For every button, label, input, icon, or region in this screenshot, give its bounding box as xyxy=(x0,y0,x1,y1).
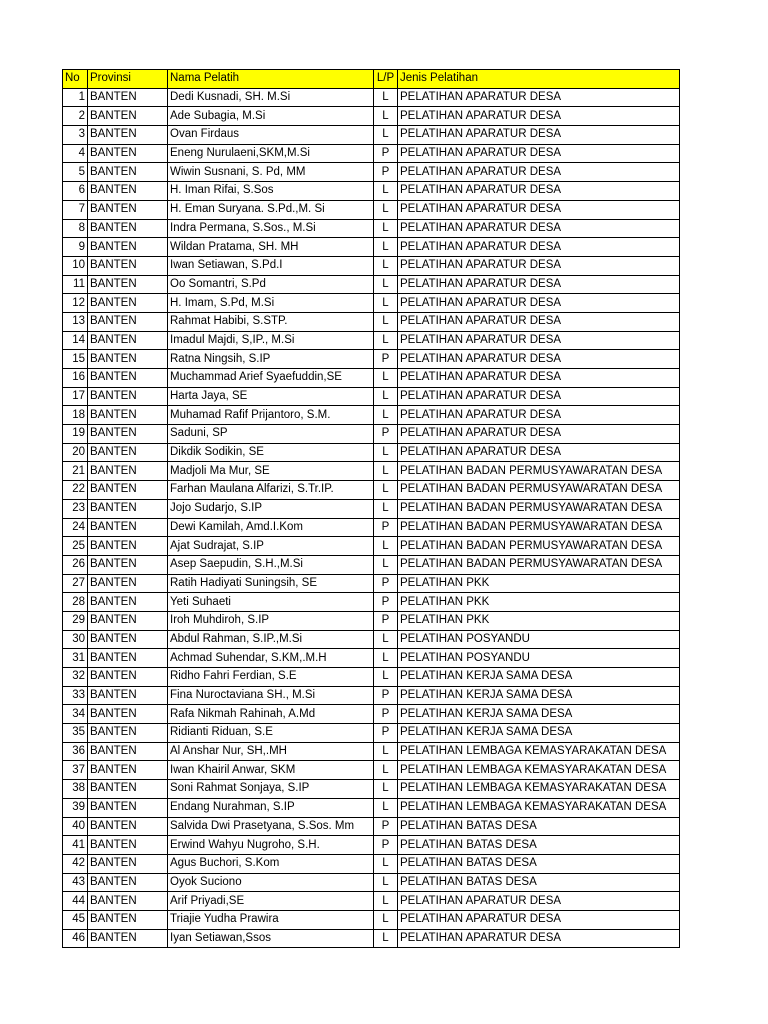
table-row xyxy=(63,686,680,705)
table-row xyxy=(63,144,680,163)
cell-provinsi: BANTEN xyxy=(88,705,168,724)
cell-provinsi: BANTEN xyxy=(88,350,168,369)
cell-jenis-pelatihan: PELATIHAN APARATUR DESA xyxy=(398,126,680,145)
cell-lp: L xyxy=(374,200,398,219)
cell-nama-pelatih: Muhamad Rafif Prijantoro, S.M. xyxy=(168,406,374,425)
cell-nama-pelatih: Eneng Nurulaeni,SKM,M.Si xyxy=(168,144,374,163)
cell-no: 18 xyxy=(63,406,88,425)
cell-no: 25 xyxy=(63,537,88,556)
table-row xyxy=(63,387,680,406)
cell-no: 15 xyxy=(63,350,88,369)
cell-lp: P xyxy=(374,518,398,537)
cell-jenis-pelatihan: PELATIHAN BADAN PERMUSYAWARATAN DESA xyxy=(398,518,680,537)
cell-lp: L xyxy=(374,892,398,911)
cell-no: 33 xyxy=(63,686,88,705)
cell-lp: P xyxy=(374,611,398,630)
cell-lp: L xyxy=(374,873,398,892)
cell-nama-pelatih: Ade Subagia, M.Si xyxy=(168,107,374,126)
cell-no: 40 xyxy=(63,817,88,836)
cell-lp: L xyxy=(374,126,398,145)
cell-provinsi: BANTEN xyxy=(88,331,168,350)
cell-jenis-pelatihan: PELATIHAN APARATUR DESA xyxy=(398,200,680,219)
table-row xyxy=(63,761,680,780)
cell-nama-pelatih: Rahmat Habibi, S.STP. xyxy=(168,312,374,331)
cell-no: 4 xyxy=(63,144,88,163)
cell-lp: L xyxy=(374,182,398,201)
table-row xyxy=(63,275,680,294)
table-row xyxy=(63,668,680,687)
cell-jenis-pelatihan: PELATIHAN KERJA SAMA DESA xyxy=(398,705,680,724)
cell-jenis-pelatihan: PELATIHAN BADAN PERMUSYAWARATAN DESA xyxy=(398,555,680,574)
cell-nama-pelatih: Endang Nurahman, S.IP xyxy=(168,798,374,817)
cell-provinsi: BANTEN xyxy=(88,686,168,705)
cell-nama-pelatih: Dewi Kamilah, Amd.I.Kom xyxy=(168,518,374,537)
cell-jenis-pelatihan: PELATIHAN APARATUR DESA xyxy=(398,350,680,369)
table-row xyxy=(63,312,680,331)
cell-nama-pelatih: Asep Saepudin, S.H.,M.Si xyxy=(168,555,374,574)
cell-no: 17 xyxy=(63,387,88,406)
cell-lp: L xyxy=(374,294,398,313)
cell-nama-pelatih: Yeti Suhaeti xyxy=(168,593,374,612)
cell-jenis-pelatihan: PELATIHAN APARATUR DESA xyxy=(398,443,680,462)
cell-nama-pelatih: Achmad Suhendar, S.KM,.M.H xyxy=(168,649,374,668)
cell-provinsi: BANTEN xyxy=(88,126,168,145)
table-row xyxy=(63,798,680,817)
cell-lp: P xyxy=(374,144,398,163)
cell-jenis-pelatihan: PELATIHAN APARATUR DESA xyxy=(398,256,680,275)
table-row xyxy=(63,256,680,275)
cell-nama-pelatih: Abdul Rahman, S.IP.,M.Si xyxy=(168,630,374,649)
cell-nama-pelatih: Ridianti Riduan, S.E xyxy=(168,724,374,743)
cell-no: 46 xyxy=(63,929,88,948)
cell-jenis-pelatihan: PELATIHAN PKK xyxy=(398,611,680,630)
table-row xyxy=(63,369,680,388)
cell-provinsi: BANTEN xyxy=(88,518,168,537)
cell-nama-pelatih: Madjoli Ma Mur, SE xyxy=(168,462,374,481)
cell-no: 6 xyxy=(63,182,88,201)
cell-jenis-pelatihan: PELATIHAN LEMBAGA KEMASYARAKATAN DESA xyxy=(398,780,680,799)
table-row xyxy=(63,742,680,761)
cell-lp: L xyxy=(374,312,398,331)
table-row xyxy=(63,350,680,369)
cell-nama-pelatih: Indra Permana, S.Sos., M.Si xyxy=(168,219,374,238)
table-row xyxy=(63,331,680,350)
cell-provinsi: BANTEN xyxy=(88,163,168,182)
table-row xyxy=(63,910,680,929)
cell-provinsi: BANTEN xyxy=(88,406,168,425)
cell-no: 7 xyxy=(63,200,88,219)
cell-provinsi: BANTEN xyxy=(88,742,168,761)
cell-no: 39 xyxy=(63,798,88,817)
table-row xyxy=(63,462,680,481)
table-row xyxy=(63,724,680,743)
cell-lp: P xyxy=(374,350,398,369)
cell-jenis-pelatihan: PELATIHAN PKK xyxy=(398,593,680,612)
table-row xyxy=(63,873,680,892)
table-row xyxy=(63,406,680,425)
cell-lp: L xyxy=(374,275,398,294)
cell-no: 8 xyxy=(63,219,88,238)
table-row xyxy=(63,817,680,836)
cell-nama-pelatih: Rafa Nikmah Rahinah, A.Md xyxy=(168,705,374,724)
cell-jenis-pelatihan: PELATIHAN APARATUR DESA xyxy=(398,294,680,313)
cell-no: 22 xyxy=(63,481,88,500)
table-body xyxy=(63,88,680,948)
cell-nama-pelatih: Iyan Setiawan,Ssos xyxy=(168,929,374,948)
cell-no: 37 xyxy=(63,761,88,780)
cell-nama-pelatih: Al Anshar Nur, SH,.MH xyxy=(168,742,374,761)
cell-provinsi: BANTEN xyxy=(88,425,168,444)
cell-lp: L xyxy=(374,742,398,761)
cell-nama-pelatih: Wildan Pratama, SH. MH xyxy=(168,238,374,257)
cell-jenis-pelatihan: PELATIHAN KERJA SAMA DESA xyxy=(398,686,680,705)
cell-lp: P xyxy=(374,425,398,444)
cell-no: 34 xyxy=(63,705,88,724)
cell-provinsi: BANTEN xyxy=(88,200,168,219)
header-row xyxy=(63,70,680,89)
cell-jenis-pelatihan: PELATIHAN BATAS DESA xyxy=(398,836,680,855)
cell-nama-pelatih: Jojo Sudarjo, S.IP xyxy=(168,499,374,518)
cell-provinsi: BANTEN xyxy=(88,312,168,331)
cell-nama-pelatih: Salvida Dwi Prasetyana, S.Sos. Mm xyxy=(168,817,374,836)
cell-no: 32 xyxy=(63,668,88,687)
cell-jenis-pelatihan: PELATIHAN APARATUR DESA xyxy=(398,88,680,107)
cell-provinsi: BANTEN xyxy=(88,182,168,201)
cell-provinsi: BANTEN xyxy=(88,649,168,668)
cell-provinsi: BANTEN xyxy=(88,88,168,107)
cell-jenis-pelatihan: PELATIHAN PKK xyxy=(398,574,680,593)
cell-jenis-pelatihan: PELATIHAN BADAN PERMUSYAWARATAN DESA xyxy=(398,462,680,481)
cell-nama-pelatih: Iwan Khairil Anwar, SKM xyxy=(168,761,374,780)
cell-jenis-pelatihan: PELATIHAN APARATUR DESA xyxy=(398,387,680,406)
table-row xyxy=(63,836,680,855)
cell-provinsi: BANTEN xyxy=(88,369,168,388)
table-row xyxy=(63,238,680,257)
cell-lp: L xyxy=(374,630,398,649)
cell-nama-pelatih: Oo Somantri, S.Pd xyxy=(168,275,374,294)
cell-provinsi: BANTEN xyxy=(88,873,168,892)
cell-nama-pelatih: Muchammad Arief Syaefuddin,SE xyxy=(168,369,374,388)
header-lp: L/P xyxy=(374,70,398,89)
cell-nama-pelatih: Ovan Firdaus xyxy=(168,126,374,145)
cell-lp: L xyxy=(374,649,398,668)
cell-provinsi: BANTEN xyxy=(88,107,168,126)
cell-no: 14 xyxy=(63,331,88,350)
cell-provinsi: BANTEN xyxy=(88,724,168,743)
cell-nama-pelatih: Triajie Yudha Prawira xyxy=(168,910,374,929)
table-row xyxy=(63,219,680,238)
table-row xyxy=(63,574,680,593)
cell-lp: L xyxy=(374,761,398,780)
cell-jenis-pelatihan: PELATIHAN BADAN PERMUSYAWARATAN DESA xyxy=(398,481,680,500)
cell-lp: L xyxy=(374,256,398,275)
cell-lp: L xyxy=(374,443,398,462)
table-row xyxy=(63,518,680,537)
cell-no: 1 xyxy=(63,88,88,107)
cell-no: 29 xyxy=(63,611,88,630)
cell-jenis-pelatihan: PELATIHAN BADAN PERMUSYAWARATAN DESA xyxy=(398,499,680,518)
table-row xyxy=(63,163,680,182)
cell-nama-pelatih: Harta Jaya, SE xyxy=(168,387,374,406)
cell-no: 20 xyxy=(63,443,88,462)
cell-jenis-pelatihan: PELATIHAN APARATUR DESA xyxy=(398,406,680,425)
cell-lp: L xyxy=(374,219,398,238)
cell-lp: L xyxy=(374,406,398,425)
cell-no: 12 xyxy=(63,294,88,313)
cell-provinsi: BANTEN xyxy=(88,593,168,612)
cell-jenis-pelatihan: PELATIHAN BATAS DESA xyxy=(398,854,680,873)
cell-jenis-pelatihan: PELATIHAN LEMBAGA KEMASYARAKATAN DESA xyxy=(398,742,680,761)
cell-no: 45 xyxy=(63,910,88,929)
cell-provinsi: BANTEN xyxy=(88,854,168,873)
table-row xyxy=(63,705,680,724)
cell-provinsi: BANTEN xyxy=(88,836,168,855)
cell-no: 38 xyxy=(63,780,88,799)
cell-nama-pelatih: Agus Buchori, S.Kom xyxy=(168,854,374,873)
table-row xyxy=(63,126,680,145)
cell-no: 27 xyxy=(63,574,88,593)
cell-lp: L xyxy=(374,499,398,518)
cell-no: 2 xyxy=(63,107,88,126)
cell-no: 16 xyxy=(63,369,88,388)
cell-nama-pelatih: Fina Nuroctaviana SH., M.Si xyxy=(168,686,374,705)
cell-nama-pelatih: Ajat Sudrajat, S.IP xyxy=(168,537,374,556)
cell-lp: L xyxy=(374,238,398,257)
cell-no: 35 xyxy=(63,724,88,743)
cell-jenis-pelatihan: PELATIHAN APARATUR DESA xyxy=(398,238,680,257)
cell-jenis-pelatihan: PELATIHAN APARATUR DESA xyxy=(398,929,680,948)
cell-jenis-pelatihan: PELATIHAN APARATUR DESA xyxy=(398,910,680,929)
cell-lp: L xyxy=(374,555,398,574)
cell-provinsi: BANTEN xyxy=(88,256,168,275)
table-row xyxy=(63,892,680,911)
cell-provinsi: BANTEN xyxy=(88,668,168,687)
cell-no: 19 xyxy=(63,425,88,444)
cell-lp: P xyxy=(374,574,398,593)
header-nama-pelatih: Nama Pelatih xyxy=(168,70,374,89)
cell-nama-pelatih: Ratih Hadiyati Suningsih, SE xyxy=(168,574,374,593)
cell-lp: P xyxy=(374,705,398,724)
cell-no: 42 xyxy=(63,854,88,873)
cell-no: 10 xyxy=(63,256,88,275)
cell-no: 41 xyxy=(63,836,88,855)
table-row xyxy=(63,443,680,462)
table-row xyxy=(63,537,680,556)
cell-provinsi: BANTEN xyxy=(88,499,168,518)
cell-lp: L xyxy=(374,854,398,873)
cell-jenis-pelatihan: PELATIHAN APARATUR DESA xyxy=(398,144,680,163)
cell-lp: L xyxy=(374,929,398,948)
cell-provinsi: BANTEN xyxy=(88,275,168,294)
cell-lp: L xyxy=(374,88,398,107)
cell-lp: L xyxy=(374,798,398,817)
cell-nama-pelatih: Ridho Fahri Ferdian, S.E xyxy=(168,668,374,687)
cell-nama-pelatih: H. Imam, S.Pd, M.Si xyxy=(168,294,374,313)
header-no: No xyxy=(63,70,88,89)
cell-jenis-pelatihan: PELATIHAN POSYANDU xyxy=(398,649,680,668)
cell-jenis-pelatihan: PELATIHAN APARATUR DESA xyxy=(398,369,680,388)
cell-provinsi: BANTEN xyxy=(88,780,168,799)
cell-provinsi: BANTEN xyxy=(88,798,168,817)
trainer-table xyxy=(62,69,680,948)
cell-jenis-pelatihan: PELATIHAN BATAS DESA xyxy=(398,873,680,892)
table-row xyxy=(63,88,680,107)
cell-no: 44 xyxy=(63,892,88,911)
cell-jenis-pelatihan: PELATIHAN APARATUR DESA xyxy=(398,275,680,294)
cell-nama-pelatih: H. Eman Suryana. S.Pd.,M. Si xyxy=(168,200,374,219)
cell-nama-pelatih: Iroh Muhdiroh, S.IP xyxy=(168,611,374,630)
cell-provinsi: BANTEN xyxy=(88,630,168,649)
cell-no: 31 xyxy=(63,649,88,668)
cell-nama-pelatih: Erwind Wahyu Nugroho, S.H. xyxy=(168,836,374,855)
cell-lp: L xyxy=(374,910,398,929)
cell-provinsi: BANTEN xyxy=(88,144,168,163)
cell-provinsi: BANTEN xyxy=(88,537,168,556)
table-row xyxy=(63,630,680,649)
cell-provinsi: BANTEN xyxy=(88,294,168,313)
cell-provinsi: BANTEN xyxy=(88,555,168,574)
table-row xyxy=(63,107,680,126)
table-row xyxy=(63,499,680,518)
cell-no: 9 xyxy=(63,238,88,257)
cell-no: 23 xyxy=(63,499,88,518)
table-row xyxy=(63,593,680,612)
cell-no: 28 xyxy=(63,593,88,612)
cell-nama-pelatih: Imadul Majdi, S,IP., M.Si xyxy=(168,331,374,350)
cell-lp: L xyxy=(374,481,398,500)
cell-no: 13 xyxy=(63,312,88,331)
cell-jenis-pelatihan: PELATIHAN APARATUR DESA xyxy=(398,163,680,182)
cell-provinsi: BANTEN xyxy=(88,387,168,406)
cell-jenis-pelatihan: PELATIHAN APARATUR DESA xyxy=(398,312,680,331)
cell-nama-pelatih: Dedi Kusnadi, SH. M.Si xyxy=(168,88,374,107)
cell-nama-pelatih: H. Iman Rifai, S.Sos xyxy=(168,182,374,201)
cell-nama-pelatih: Saduni, SP xyxy=(168,425,374,444)
header-jenis-pelatihan: Jenis Pelatihan xyxy=(398,70,680,89)
cell-jenis-pelatihan: PELATIHAN BATAS DESA xyxy=(398,817,680,836)
cell-no: 3 xyxy=(63,126,88,145)
cell-no: 26 xyxy=(63,555,88,574)
cell-provinsi: BANTEN xyxy=(88,929,168,948)
cell-nama-pelatih: Arif Priyadi,SE xyxy=(168,892,374,911)
cell-lp: P xyxy=(374,686,398,705)
cell-lp: L xyxy=(374,537,398,556)
cell-jenis-pelatihan: PELATIHAN LEMBAGA KEMASYARAKATAN DESA xyxy=(398,798,680,817)
cell-provinsi: BANTEN xyxy=(88,238,168,257)
cell-nama-pelatih: Wiwin Susnani, S. Pd, MM xyxy=(168,163,374,182)
table-row xyxy=(63,481,680,500)
cell-no: 30 xyxy=(63,630,88,649)
table-row xyxy=(63,929,680,948)
table-row xyxy=(63,200,680,219)
cell-nama-pelatih: Ratna Ningsih, S.IP xyxy=(168,350,374,369)
cell-no: 36 xyxy=(63,742,88,761)
table-row xyxy=(63,854,680,873)
cell-no: 21 xyxy=(63,462,88,481)
cell-lp: L xyxy=(374,369,398,388)
cell-provinsi: BANTEN xyxy=(88,574,168,593)
cell-no: 5 xyxy=(63,163,88,182)
cell-no: 43 xyxy=(63,873,88,892)
cell-provinsi: BANTEN xyxy=(88,462,168,481)
cell-nama-pelatih: Oyok Suciono xyxy=(168,873,374,892)
cell-provinsi: BANTEN xyxy=(88,219,168,238)
table-row xyxy=(63,294,680,313)
cell-jenis-pelatihan: PELATIHAN KERJA SAMA DESA xyxy=(398,668,680,687)
cell-no: 24 xyxy=(63,518,88,537)
cell-provinsi: BANTEN xyxy=(88,892,168,911)
cell-nama-pelatih: Dikdik Sodikin, SE xyxy=(168,443,374,462)
table-row xyxy=(63,182,680,201)
cell-jenis-pelatihan: PELATIHAN APARATUR DESA xyxy=(398,892,680,911)
cell-jenis-pelatihan: PELATIHAN KERJA SAMA DESA xyxy=(398,724,680,743)
cell-provinsi: BANTEN xyxy=(88,481,168,500)
table-row xyxy=(63,555,680,574)
cell-jenis-pelatihan: PELATIHAN POSYANDU xyxy=(398,630,680,649)
cell-jenis-pelatihan: PELATIHAN APARATUR DESA xyxy=(398,107,680,126)
cell-lp: L xyxy=(374,107,398,126)
cell-provinsi: BANTEN xyxy=(88,817,168,836)
table-row xyxy=(63,425,680,444)
cell-lp: P xyxy=(374,817,398,836)
cell-lp: L xyxy=(374,462,398,481)
cell-lp: L xyxy=(374,780,398,799)
cell-jenis-pelatihan: PELATIHAN LEMBAGA KEMASYARAKATAN DESA xyxy=(398,761,680,780)
cell-lp: L xyxy=(374,331,398,350)
cell-no: 11 xyxy=(63,275,88,294)
cell-nama-pelatih: Iwan Setiawan, S.Pd.I xyxy=(168,256,374,275)
cell-jenis-pelatihan: PELATIHAN APARATUR DESA xyxy=(398,182,680,201)
cell-provinsi: BANTEN xyxy=(88,611,168,630)
cell-nama-pelatih: Farhan Maulana Alfarizi, S.Tr.IP. xyxy=(168,481,374,500)
table-row xyxy=(63,611,680,630)
header-provinsi: Provinsi xyxy=(88,70,168,89)
cell-lp: P xyxy=(374,593,398,612)
trainer-table-sheet xyxy=(62,69,680,948)
cell-nama-pelatih: Soni Rahmat Sonjaya, S.IP xyxy=(168,780,374,799)
cell-jenis-pelatihan: PELATIHAN APARATUR DESA xyxy=(398,331,680,350)
cell-lp: P xyxy=(374,724,398,743)
cell-provinsi: BANTEN xyxy=(88,910,168,929)
cell-provinsi: BANTEN xyxy=(88,443,168,462)
table-row xyxy=(63,649,680,668)
cell-jenis-pelatihan: PELATIHAN APARATUR DESA xyxy=(398,219,680,238)
cell-lp: L xyxy=(374,668,398,687)
cell-provinsi: BANTEN xyxy=(88,761,168,780)
table-row xyxy=(63,780,680,799)
cell-lp: P xyxy=(374,163,398,182)
cell-jenis-pelatihan: PELATIHAN APARATUR DESA xyxy=(398,425,680,444)
cell-jenis-pelatihan: PELATIHAN BADAN PERMUSYAWARATAN DESA xyxy=(398,537,680,556)
cell-lp: P xyxy=(374,836,398,855)
cell-lp: L xyxy=(374,387,398,406)
